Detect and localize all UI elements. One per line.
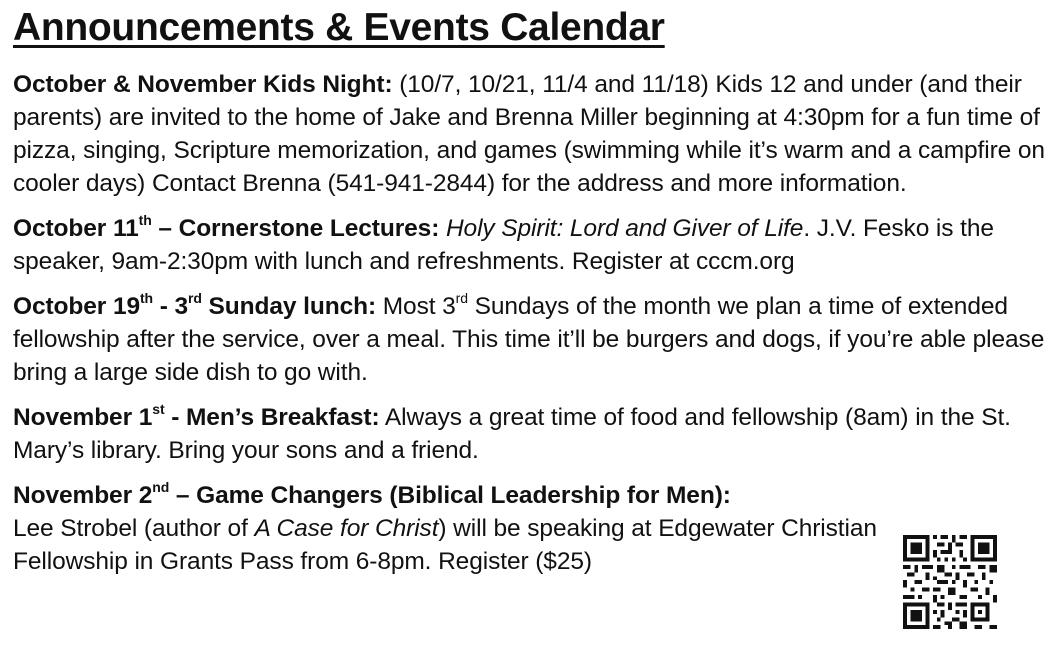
qr-code-icon[interactable] [903,535,997,629]
announcement-body: . J.V. Fesko is the speaker, 9am-2:30pm with lunch and refreshments. Register at cccm.org [13,215,994,275]
announcement-body: Always a great time of food and fellowship (8am) in the St. Mary’s library. Bring your sons and a friend. [13,404,1011,464]
lecture-title: Holy Spirit: Lord and Giver of Life [439,215,804,242]
heading-date: October 11 [13,215,139,242]
heading-ordinal: - 3 [153,293,189,320]
date-suffix: nd [152,479,170,495]
announcement-heading [13,401,380,431]
ordinal-suffix: rd [188,290,202,306]
page-title: Announcements & Events Calendar [13,6,665,49]
heading-title: – Game Changers (Biblical Leadership for Men): [169,482,731,509]
announcement-game-changers [13,479,893,578]
announcement-heading [13,212,440,242]
announcement-mens-breakfast [13,401,1048,467]
announcement-kids-night [13,68,1048,200]
date-suffix: th [140,290,154,306]
heading-title: Sunday lunch: [201,293,377,320]
announcement-heading: October & November Kids Night: [13,71,393,98]
heading-date: October 19 [13,293,140,320]
announcement-heading [13,290,377,320]
announcements-page [13,4,1048,590]
book-title: A Case for Christ [254,515,439,542]
date-suffix: th [138,212,152,228]
date-suffix: st [152,401,165,417]
heading-date: November 1 [13,404,153,431]
announcement-sunday-lunch [13,290,1048,389]
heading-title: – Cornerstone Lectures: [151,215,440,242]
body-intro: Most 3 [376,293,456,320]
heading-date: November 2 [13,482,153,509]
announcement-heading [13,479,731,509]
body-ordinal-suffix: rd [455,290,468,306]
announcement-body: ) will be speaking at Edgewater Christian Fellowship in Grants Pass from 6-8pm. Register ($25) [13,515,877,575]
heading-title: - Men’s Breakfast: [164,404,380,431]
announcement-body: (10/7, 10/21, 11/4 and 11/18) Kids 12 and under (and their parents) are invited to the home of Jake and Brenna Miller beginning at 4:30pm for a fun time of pizza, singing, Scripture memorization, and games (swimming while it’s warm and a campfire on cooler days) Contact Brenna (541-941-2844) for the address and more information. [13,71,1045,197]
body-intro: Lee Strobel (author of [13,515,255,542]
announcement-body: Sundays of the month we plan a time of extended fellowship after the service, over a meal. This time it’ll be burgers and dogs, if you’re able please bring a large side dish to go with. [13,293,1045,386]
announcement-cornerstone-lectures [13,212,1048,278]
